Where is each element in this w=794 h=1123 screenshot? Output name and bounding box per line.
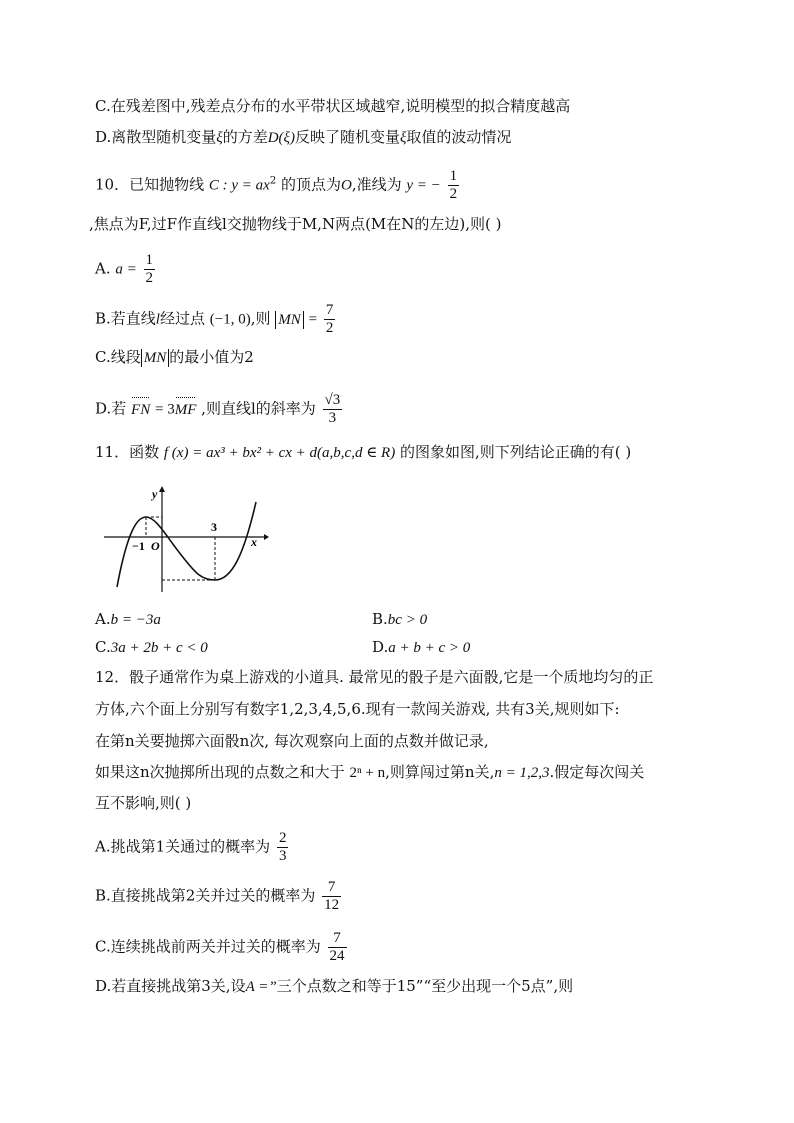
three-label: 3	[211, 520, 217, 534]
numerator: 7	[322, 879, 341, 897]
q9-option-c: C.在残差图中,残差点分布的水平带状区域越窄,说明模型的拟合精度越高	[95, 97, 571, 115]
fraction-half	[448, 168, 460, 203]
text: 三个点数之和等于15”“至少出现一个5点”,则	[276, 977, 574, 995]
text: C.线段	[95, 348, 141, 366]
q12-line-5: 互不影响,则( )	[95, 794, 192, 812]
text: C.	[95, 638, 111, 656]
y-axis-arrow	[159, 486, 165, 492]
numerator: 7	[328, 930, 347, 948]
equals-three: = 3	[155, 401, 175, 418]
power-expression: 2ⁿ + n	[349, 765, 386, 781]
fraction-half	[144, 252, 156, 287]
text: ,则	[250, 309, 271, 328]
text: 取值的波动情况	[406, 128, 512, 146]
q11-stem	[95, 442, 631, 463]
q10-option-b	[95, 302, 337, 337]
text: ,则算闯过第n关,	[385, 763, 495, 781]
denominator: 2	[325, 320, 334, 336]
origin-label: O	[151, 539, 160, 553]
fraction-sqrt3-3	[323, 392, 343, 427]
q10-stem	[95, 168, 461, 203]
text: A.	[95, 610, 111, 628]
text: 的图象如图,则下列结论正确的有( )	[400, 443, 632, 461]
fraction-seven-12	[322, 879, 341, 914]
vector-fn: FN	[131, 401, 151, 418]
q12-line-2: 方体,六个面上分别写有数字1,2,3,4,5,6.现有一款闯关游戏, 共有3关,规则如下:	[95, 700, 620, 718]
text: A.	[95, 259, 111, 278]
q10-option-c	[95, 347, 254, 367]
variance-symbol: D(ξ)	[267, 130, 295, 146]
denominator: 2	[449, 186, 458, 202]
neg1-label: −1	[132, 539, 145, 553]
origin-label: O	[340, 177, 352, 194]
n-values: n = 1,2,3	[494, 765, 550, 781]
q11-option-d	[372, 637, 470, 658]
text: D.离散型随机变量	[95, 128, 217, 146]
denominator: 12	[324, 897, 340, 913]
text: B.若直线	[95, 309, 156, 328]
q10-option-a	[95, 252, 157, 287]
numerator: 2	[278, 830, 287, 846]
numerator: 1	[449, 168, 458, 184]
text: B.	[372, 610, 388, 628]
text: C.连续挑战前两关并过关的概率为	[95, 937, 321, 956]
math: a + b + c > 0	[388, 640, 471, 656]
text: 的顶点为	[280, 175, 341, 194]
text: 10．已知抛物线	[95, 175, 205, 194]
fraction-seven-half	[324, 302, 336, 337]
point: (−1, 0)	[209, 311, 251, 328]
numerator: 7	[325, 302, 334, 318]
text: 11．函数	[95, 443, 160, 461]
text: B.直接挑战第2关并过关的概率为	[95, 886, 316, 905]
q12-option-b	[95, 879, 343, 914]
exponent: 2	[269, 175, 277, 187]
y-label: y	[152, 487, 158, 501]
vector-mf: MF	[174, 401, 197, 418]
text: .假定每次闯关	[549, 763, 645, 781]
directrix-equation: y = −	[406, 177, 441, 194]
text: D.	[372, 638, 389, 656]
x-axis-arrow	[264, 534, 269, 540]
q12-line-4	[95, 762, 644, 783]
xi-symbol: ξ	[216, 130, 223, 146]
abs-mn: MN	[275, 311, 304, 329]
xi-symbol: ξ	[399, 130, 407, 146]
cubic-graph	[104, 484, 269, 596]
numerator: 1	[145, 252, 154, 268]
text: 经过点	[159, 309, 205, 328]
q11-option-a	[95, 609, 161, 630]
fraction-two-thirds	[277, 830, 289, 865]
text: D.若直接挑战第3关,设	[95, 977, 246, 995]
denominator: 3	[278, 848, 287, 864]
event-a: A =”	[245, 979, 277, 995]
abs-mn: MN	[141, 349, 170, 367]
denominator: 2	[145, 270, 154, 286]
math: b = −3a	[110, 612, 161, 628]
q9-option-d	[95, 127, 511, 148]
q11-option-b	[372, 609, 427, 630]
text: 的方差	[222, 128, 268, 146]
q12-option-a	[95, 830, 290, 865]
q12-option-d	[95, 976, 573, 997]
text: A.挑战第1关通过的概率为	[95, 837, 271, 856]
math: a =	[115, 261, 137, 278]
text: D.若	[95, 399, 127, 418]
text: 如果这n次抛掷所出现的点数之和大于	[95, 763, 345, 781]
parabola-equation: C : y = ax	[208, 177, 270, 194]
denominator: 3	[328, 410, 337, 426]
q12-line-3: 在第n关要抛掷六面骰n次, 每次观察向上面的点数并做记录,	[95, 732, 489, 750]
equals: =	[308, 311, 318, 328]
line-l: l	[155, 311, 160, 328]
math: bc > 0	[387, 612, 428, 628]
q10-option-d	[95, 392, 344, 427]
numerator: √3	[324, 392, 341, 408]
text: 反映了随机变量	[294, 128, 400, 146]
fraction-seven-24	[328, 930, 347, 965]
text: 的最小值为2	[169, 348, 254, 366]
text: ,则直线l的斜率为	[201, 399, 316, 418]
math: 3a + 2b + c < 0	[110, 640, 208, 656]
q12-line-1: 12．骰子通常作为桌上游戏的小道具. 最常见的骰子是六面骰,它是一个质地均匀的正	[95, 668, 654, 686]
q10-stem-cont: ,焦点为F,过F作直线l交抛物线于M,N两点(M在N的左边),则( )	[89, 215, 502, 233]
q12-option-c	[95, 930, 349, 965]
q11-option-c	[95, 637, 208, 658]
text: ,准线为	[351, 175, 402, 194]
x-label: x	[251, 535, 257, 549]
cubic-function: f (x) = ax³ + bx² + cx + d(a,b,c,d ∈ R)	[163, 445, 396, 461]
denominator: 24	[329, 948, 345, 964]
